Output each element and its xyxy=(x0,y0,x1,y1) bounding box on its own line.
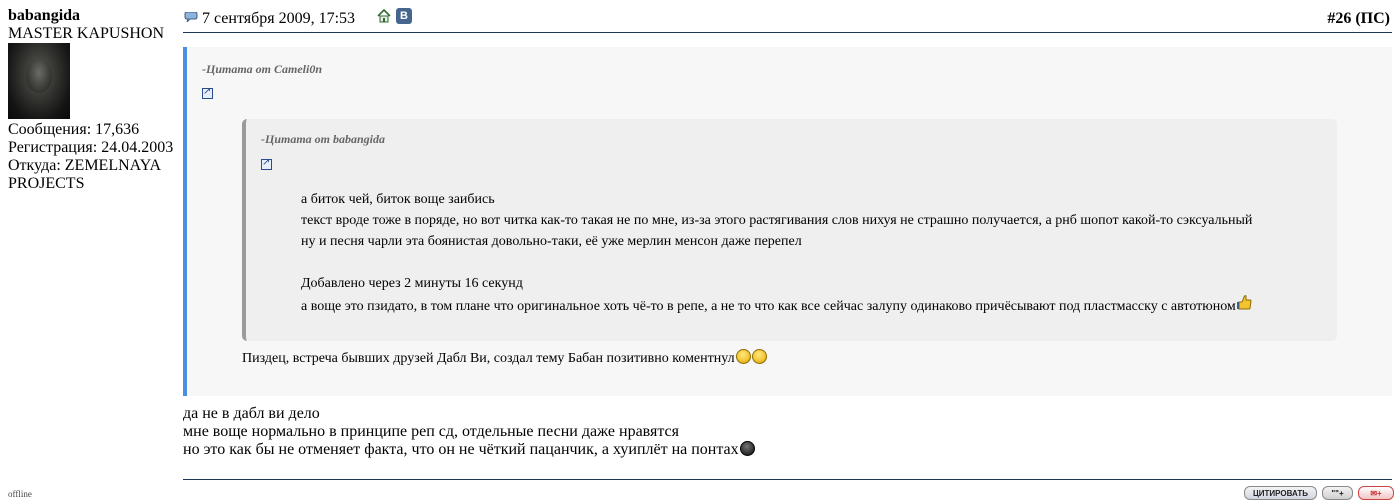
link-icon[interactable] xyxy=(261,159,272,170)
user-location-cont: PROJECTS xyxy=(8,175,85,192)
quote-line xyxy=(301,252,1252,273)
post-line-last xyxy=(183,441,755,459)
quote-line-text: а воще это пзидато, в том плане что оригинальное хоть чё-то в репе, а не то что как все сейчас залупу одинаково причёсывают под пластмасску с автотюном xyxy=(301,299,1236,314)
post-line: мне воще нормально в принципе реп сд, отдельные песни даже нравятся xyxy=(183,423,680,440)
username[interactable]: babangida xyxy=(8,7,81,24)
home-icon[interactable] xyxy=(377,9,391,23)
grin-smiley-icon xyxy=(752,349,767,364)
user-title: MASTER KAPUSHON xyxy=(8,25,165,42)
quote-line: ну и песня чарли эта боянистая довольно-таки, её уже мерлин менсон даже перепел xyxy=(301,234,802,249)
user-status: offline xyxy=(8,489,32,499)
post-line-text: но это как бы не отменяет факта, что он не чёткий пацанчик, а хуиплёт на понтах xyxy=(183,441,739,458)
post-number[interactable] xyxy=(1327,10,1390,28)
post-number-suffix: (ПС) xyxy=(1351,10,1390,27)
post-date: 7 сентября 2009, 17:53 xyxy=(202,10,356,27)
post-footer-divider xyxy=(183,479,1392,480)
quote-outer-line: Пиздец, встреча бывших друзей Дабл Ви, создал тему Бабан позитивно коментнул xyxy=(242,351,735,366)
post-number-link[interactable]: #26 xyxy=(1327,10,1352,27)
quote-inner xyxy=(242,119,1337,341)
dark-smiley-icon xyxy=(740,441,755,456)
post-header xyxy=(183,8,1392,33)
post-line: да не в дабл ви дело xyxy=(183,405,320,422)
quote-outer xyxy=(183,47,1392,396)
grin-smiley-icon xyxy=(736,349,751,364)
quote-author: -Цитата от babangida xyxy=(261,132,386,146)
post-body xyxy=(183,405,755,459)
multiquote-button[interactable]: ""+ xyxy=(1322,486,1353,500)
avatar xyxy=(8,43,70,119)
quote-button[interactable]: ЦИТИРОВАТЬ xyxy=(1244,486,1317,500)
post-icon xyxy=(184,12,198,22)
quote-author: -Цитата от Cameli0n xyxy=(202,62,323,76)
quote-outer-text xyxy=(242,349,767,367)
user-posts-count: Сообщения: 17,636 xyxy=(8,121,140,138)
reply-button[interactable]: ✉+ xyxy=(1358,486,1394,500)
vk-icon[interactable]: В xyxy=(396,8,412,24)
quote-inner-text xyxy=(301,189,1252,315)
user-info xyxy=(8,7,180,193)
quote-line: текст вроде тоже в поряде, но вот читка как-то такая не по мне, из-за этого растягивания слов нихуя не страшно получается, а рнб шопот какой-то сэксуальный xyxy=(301,213,1253,228)
quote-line: а биток чей, биток воще заибись xyxy=(301,192,495,207)
link-icon[interactable] xyxy=(202,88,213,99)
quote-line: Добавлено через 2 минуты 16 секунд xyxy=(301,276,523,291)
quote-line-last xyxy=(301,294,1252,315)
user-location: Откуда: ZEMELNAYA xyxy=(8,157,162,174)
thumbs-up-icon xyxy=(1236,294,1252,310)
user-registration: Регистрация: 24.04.2003 xyxy=(8,139,174,156)
